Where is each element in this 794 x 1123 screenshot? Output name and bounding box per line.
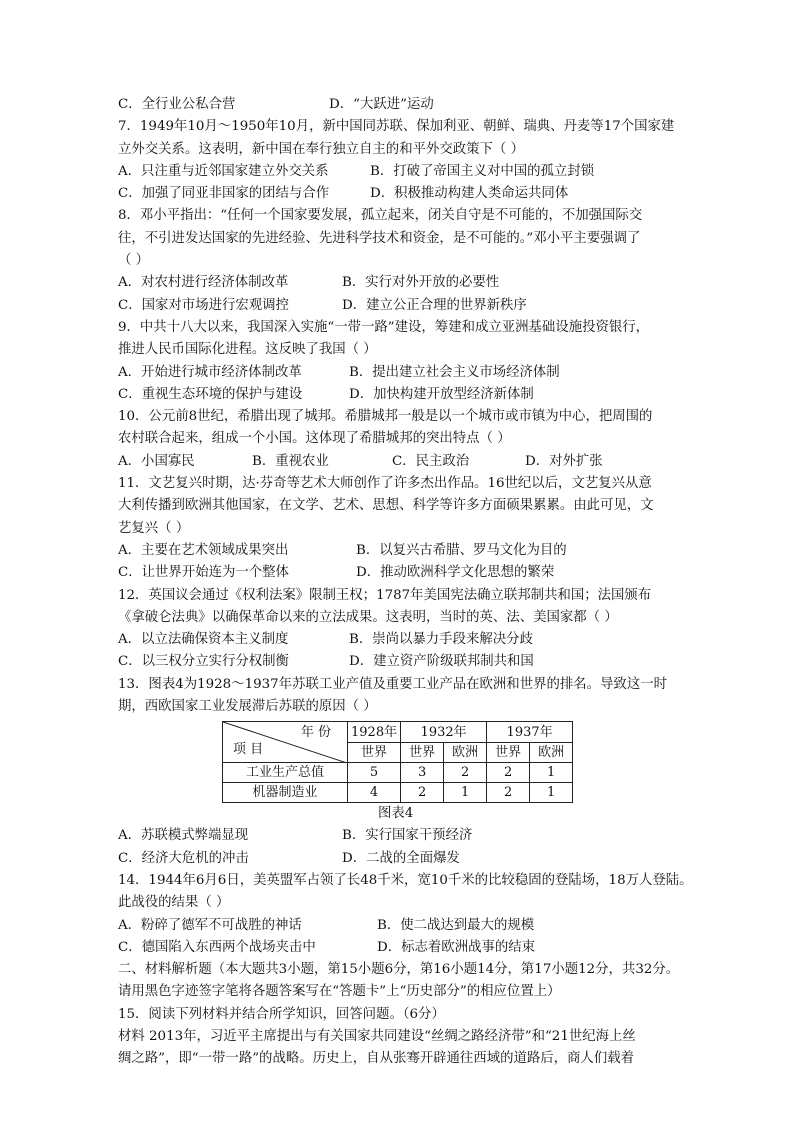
scope-header: 欧洲 [530, 742, 573, 763]
q6-option-d: D．“大跃进”运动 [329, 97, 434, 112]
q12-option-c: C．以三权分立实行分权制衡 [118, 654, 289, 670]
table-row [223, 763, 573, 783]
q15-material-line-2: 绸之路”，即“一带一路”的战略。历史上，自从张骞开辟通往西域的道路后，商人们载着 [118, 1051, 634, 1067]
table-cell: 4 [348, 783, 401, 803]
q8-option-b: B．实行对外开放的必要性 [342, 275, 500, 291]
table-cell: 5 [348, 763, 401, 783]
q8-stem-line-2: 往，不引进发达国家的先进经验、先进科学技术和资金，是不可能的。”邓小平主要强调了 [118, 230, 641, 246]
q14-option-c: C．德国陷入东西两个战场夹击中 [118, 939, 316, 955]
q10-stem-line-2: 农村联合起来，组成一个小国。这体现了希腊城邦的突出特点（ ） [118, 431, 511, 447]
q10-option-a: A．小国寡民 [118, 453, 195, 469]
q8-option-d: D．建立公正合理的世界新秩序 [342, 297, 527, 313]
q14-stem-line-2: 此战役的结果（ ） [118, 895, 230, 911]
q14-option-d: D．标志着欧洲战事的结束 [377, 939, 536, 955]
q8-option-c: C．国家对市场进行宏观调控 [118, 297, 289, 313]
q6-option-c: C．全行业公私合营 [118, 97, 236, 112]
q7-stem-line-1: 7．1949年10月～1950年10月，新中国同苏联、保加利亚、朝鲜、瑞典、丹麦等17个国家建 [118, 119, 675, 135]
q9-option-b: B．提出建立社会主义市场经济体制 [349, 364, 560, 380]
q9-option-d: D．加快构建开放型经济新体制 [349, 386, 534, 402]
q14-options-cd [118, 937, 678, 959]
q11-stem-line-2: 大利传播到欧洲其他国家，在文学、艺术、思想、科学等许多方面硕果累累。由此可见，文 [118, 498, 654, 514]
q14-option-b: B．使二战达到最大的规模 [377, 917, 535, 933]
year-header: 1937年 [487, 722, 573, 743]
q12-options-cd [118, 651, 678, 673]
table-header-row-1 [223, 722, 573, 743]
figure-4-table [222, 721, 573, 803]
q9-stem-line-1: 9．中共十八大以来，我国深入实施“一带一路”建设，筹建和成立亚洲基础设施投资银行， [118, 319, 650, 335]
q6-options-cd [118, 94, 678, 116]
q13-options-ab [118, 825, 678, 847]
table-row [223, 783, 573, 803]
q7-option-a: A．只注重与近邻国家建立外交关系 [118, 163, 329, 179]
q10-stem-line-1: 10．公元前8世纪，希腊出现了城邦。希腊城邦一般是以一个城市或市镇为中心，把周围的 [118, 409, 653, 425]
year-header: 1928年 [348, 722, 401, 743]
year-header: 1932年 [401, 722, 487, 743]
q8-options-cd [118, 295, 678, 317]
q13-option-c: C．经济大危机的冲击 [118, 850, 249, 866]
q15-stem: 15．阅读下列材料并结合所学知识，回答问题。（6分） [118, 1006, 445, 1022]
q11-option-d: D．推动欧洲科学文化思想的繁荣 [356, 565, 555, 581]
table-cell: 1 [530, 763, 573, 783]
row-label: 工业生产总值 [223, 763, 348, 783]
q9-stem-line-2: 推进人民币国际化进程。这反映了我国（ ） [118, 342, 377, 358]
q9-options-cd [118, 384, 678, 406]
row-label: 机器制造业 [223, 783, 348, 803]
scope-header: 世界 [348, 742, 401, 763]
q11-option-c: C．让世界开始连为一个整体 [118, 565, 289, 581]
q8-stem-line-3: （ ） [118, 253, 150, 269]
q8-option-a: A．对农村进行经济体制改革 [118, 275, 289, 291]
q12-stem-line-1: 12．英国议会通过《权利法案》限制王权；1787年美国宪法确立联邦制共和国；法国颁布 [118, 587, 652, 603]
q7-option-b: B．打破了帝国主义对中国的孤立封锁 [370, 163, 595, 179]
corner-label-item: 项 目 [233, 742, 264, 758]
q13-option-a: A．苏联模式弊端显现 [118, 828, 249, 844]
q11-options-ab [118, 540, 678, 562]
q7-option-c: C．加强了同亚非国家的团结与合作 [118, 186, 330, 202]
table-cell: 1 [530, 783, 573, 803]
q7-stem-line-2: 立外交关系。这表明，新中国在奉行独立自主的和平外交政策下（ ） [118, 141, 524, 157]
scope-header: 欧洲 [444, 742, 487, 763]
table-cell: 2 [444, 763, 487, 783]
q13-stem-line-1: 13．图表4为1928～1937年苏联工业产值及重要工业产品在欧洲和世界的排名。导致这一时 [118, 676, 667, 692]
q9-option-a: A．开始进行城市经济体制改革 [118, 364, 302, 380]
exam-page [118, 94, 693, 1071]
q12-option-d: D．建立资产阶级联邦制共和国 [349, 654, 534, 670]
table-cell: 2 [487, 783, 530, 803]
q11-option-a: A．主要在艺术领域成果突出 [118, 542, 289, 558]
q8-stem-line-1: 8．邓小平指出：“任何一个国家要发展，孤立起来，闭关自守是不可能的，不加强国际交 [118, 208, 643, 224]
section-2-heading-line-2: 请用黑色字迹签字笔将各题答案写在“答题卡”上“历史部分”的相应位置上） [118, 984, 561, 1000]
table-cell: 1 [444, 783, 487, 803]
q9-options-ab [118, 362, 678, 384]
q14-stem-line-1: 14．1944年6月6日，美英盟军占领了长48千米，宽10千米的比较稳固的登陆场，18万人登陆。 [118, 872, 693, 888]
q11-stem-line-3: 艺复兴（ ） [118, 520, 190, 536]
section-2-heading-line-1: 二、材料解析题（本大题共3小题，第15小题6分，第16小题14分，第17小题12分，共32分。 [118, 962, 680, 978]
figure-4-caption: 图表4 [378, 806, 414, 822]
table-cell: 3 [401, 763, 444, 783]
q12-stem-line-2: 《拿破仑法典》以确保革命以来的立法成果。这表明，当时的英、法、美国家都（ ） [118, 609, 618, 625]
q13-stem-line-2: 期，西欧国家工业发展滞后苏联的原因（ ） [118, 699, 377, 715]
scope-header: 世界 [487, 742, 530, 763]
q11-option-b: B．以复兴古希腊、罗马文化为目的 [356, 542, 567, 558]
q7-options-ab [118, 161, 678, 183]
q8-options-ab [118, 272, 678, 294]
q12-option-b: B．崇尚以暴力手段来解决分歧 [349, 632, 533, 648]
q12-options-ab [118, 629, 678, 651]
q7-option-d: D．积极推动构建人类命运共同体 [370, 186, 569, 202]
q10-options [118, 451, 678, 473]
q13-option-b: B．实行国家干预经济 [342, 828, 473, 844]
q15-material-line-1: 材料 2013年，习近平主席提出与有关国家共同建设“丝绸之路经济带”和“21世纪海上丝 [118, 1028, 636, 1044]
table-cell: 2 [487, 763, 530, 783]
table-corner-cell [223, 722, 348, 763]
q9-option-c: C．重视生态环境的保护与建设 [118, 386, 303, 402]
q12-option-a: A．以立法确保资本主义制度 [118, 632, 289, 648]
q10-option-b: B．重视农业 [252, 453, 329, 469]
figure-4-table-wrap [222, 721, 678, 803]
q14-option-a: A．粉碎了德军不可战胜的神话 [118, 917, 302, 933]
q11-options-cd [118, 562, 678, 584]
scope-header: 世界 [401, 742, 444, 763]
table-cell: 2 [401, 783, 444, 803]
q14-options-ab [118, 915, 678, 937]
q11-stem-line-1: 11．文艺复兴时期，达·芬奇等艺术大师创作了许多杰出作品。16世纪以后，文艺复兴从意 [118, 476, 652, 492]
q10-option-c: C．民主政治 [392, 453, 470, 469]
q13-options-cd [118, 848, 678, 870]
q13-option-d: D．二战的全面爆发 [342, 850, 460, 866]
q10-option-d: D．对外扩张 [525, 453, 603, 469]
q7-options-cd [118, 183, 678, 205]
corner-label-year: 年 份 [300, 725, 331, 741]
